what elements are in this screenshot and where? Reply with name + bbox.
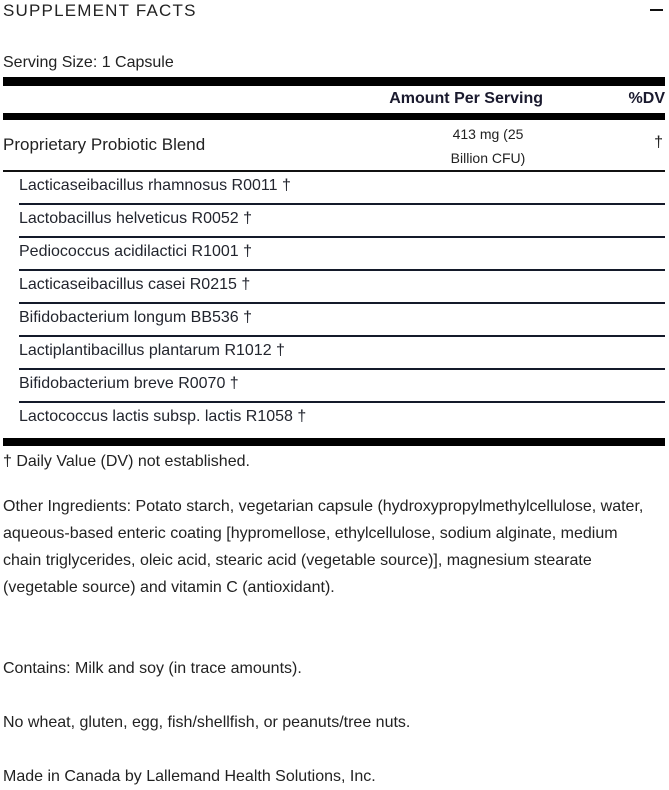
blend-dv: † [654,134,663,151]
strain-name: Lacticaseibacillus casei R0215 † [19,276,251,293]
blend-row [3,120,665,170]
strain-name: Bifidobacterium longum BB536 † [19,309,253,326]
serving-size: Serving Size: 1 Capsule [3,54,174,71]
column-header-dv: %DV [628,90,665,107]
strain-row [19,271,665,304]
blend-amount [433,122,543,170]
blend-amount-line2: Billion CFU) [450,150,526,166]
strain-row [19,304,665,337]
blend-name: Proprietary Probiotic Blend [3,135,206,154]
minus-icon [650,9,663,11]
strain-name: Lactococcus lactis subsp. lactis R1058 † [19,408,307,425]
manufacturer: Made in Canada by Lallemand Health Solutions, Inc. [3,768,376,785]
strain-row [19,403,665,434]
strain-name: Lactobacillus helveticus R0052 † [19,210,253,227]
strain-row [19,337,665,370]
strain-row [19,205,665,238]
allergen-free-from: No wheat, gluten, egg, fish/shellfish, or peanuts/tree nuts. [3,714,411,731]
strain-row [19,238,665,271]
blend-amount-line1: 413 mg (25 [452,126,524,142]
divider-thick [3,77,665,86]
supplement-facts-header[interactable] [3,0,666,22]
divider-thick [3,113,665,120]
divider-thick [3,438,665,446]
other-ingredients: Other Ingredients: Potato starch, vegetarian capsule (hydroxypropylmethylcellulose, water, aqueous-based enteric coating [hypromellose, ethylcellulose, sodium alginate, medium chain triglycerides, oleic acid, stearic acid (vegetable source)], magnesium stearate (vegetable source) and vitamin C (antioxidant). [3,498,644,596]
strain-row [19,172,665,205]
strain-name: Lacticaseibacillus rhamnosus R0011 † [19,177,291,194]
collapse-button[interactable] [644,0,664,20]
strain-name: Pediococcus acidilactici R1001 † [19,243,253,260]
strain-name: Lactiplantibacillus plantarum R1012 † [19,342,285,359]
column-header-amount: Amount Per Serving [389,90,543,107]
strain-list [19,172,665,434]
allergen-contains: Contains: Milk and soy (in trace amounts). [3,660,302,677]
dv-footnote: † Daily Value (DV) not established. [3,453,250,470]
strain-name: Bifidobacterium breve R0070 † [19,375,239,392]
strain-row [19,370,665,403]
section-title: SUPPLEMENT FACTS [3,1,197,20]
